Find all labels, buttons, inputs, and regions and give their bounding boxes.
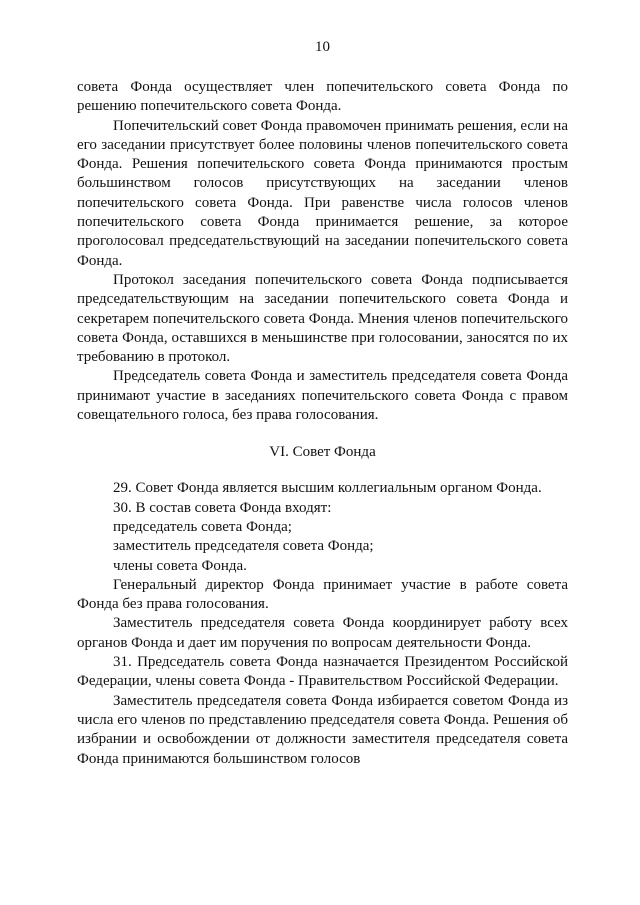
paragraph: 29. Совет Фонда является высшим коллегиальным органом Фонда. xyxy=(113,480,542,497)
paragraph: совета Фонда осуществляет член попечительского совета Фонда по решению попечительского совета Фонда. xyxy=(77,79,568,115)
list-item: заместитель председателя совета Фонда; xyxy=(113,538,374,555)
page-number: 10 xyxy=(315,39,330,55)
paragraphs-before-heading xyxy=(77,78,568,425)
paragraph: Заместитель председателя совета Фонда избирается советом Фонда из числа его членов по представлению председателя совета Фонда. Решения об избрании и освобождении от должности заместителя председателя совета Фонда принимаются большинством голосов xyxy=(77,692,568,767)
paragraph: Председатель совета Фонда и заместитель председателя совета Фонда принимают участие в заседаниях попечительского совета Фонда с правом совещательного голоса, без права голосования. xyxy=(77,368,568,424)
paragraph: Протокол заседания попечительского совета Фонда подписывается председательствующим на заседании попечительского совета Фонда и секретарем попечительского совета Фонда. Мнения членов попечительского совета Фонда, оставшихся в меньшинстве при голосовании, заносятся по их требованию в протокол. xyxy=(77,271,568,366)
paragraph: Попечительский совет Фонда правомочен принимать решения, если на его заседании присутствует более половины членов попечительского совета Фонда. Решения попечительского совета Фонда принимаются простым большинством голосов присутствующих на заседании членов попечительского совета Фонда. При равенстве числа голосов членов попечительского совета Фонда принимается решение, за которое проголосовал председательствующий на заседании попечительского совета Фонда. xyxy=(77,117,568,269)
paragraph: Заместитель председателя совета Фонда координирует работу всех органов Фонда и дает им поручения по вопросам деятельности Фонда. xyxy=(77,615,568,651)
paragraph: 31. Председатель совета Фонда назначается Президентом Российской Федерации, члены совета Фонда - Правительством Российской Федерации. xyxy=(77,654,568,690)
paragraphs-after-heading xyxy=(77,479,568,768)
paragraph: 30. В состав совета Фонда входят: xyxy=(113,499,332,516)
list-item: председатель совета Фонда; xyxy=(113,518,292,535)
section-heading: VI. Совет Фонда xyxy=(269,444,376,461)
paragraph: Генеральный директор Фонда принимает участие в работе совета Фонда без права голосования. xyxy=(77,576,568,613)
list-item: члены совета Фонда. xyxy=(113,557,247,574)
